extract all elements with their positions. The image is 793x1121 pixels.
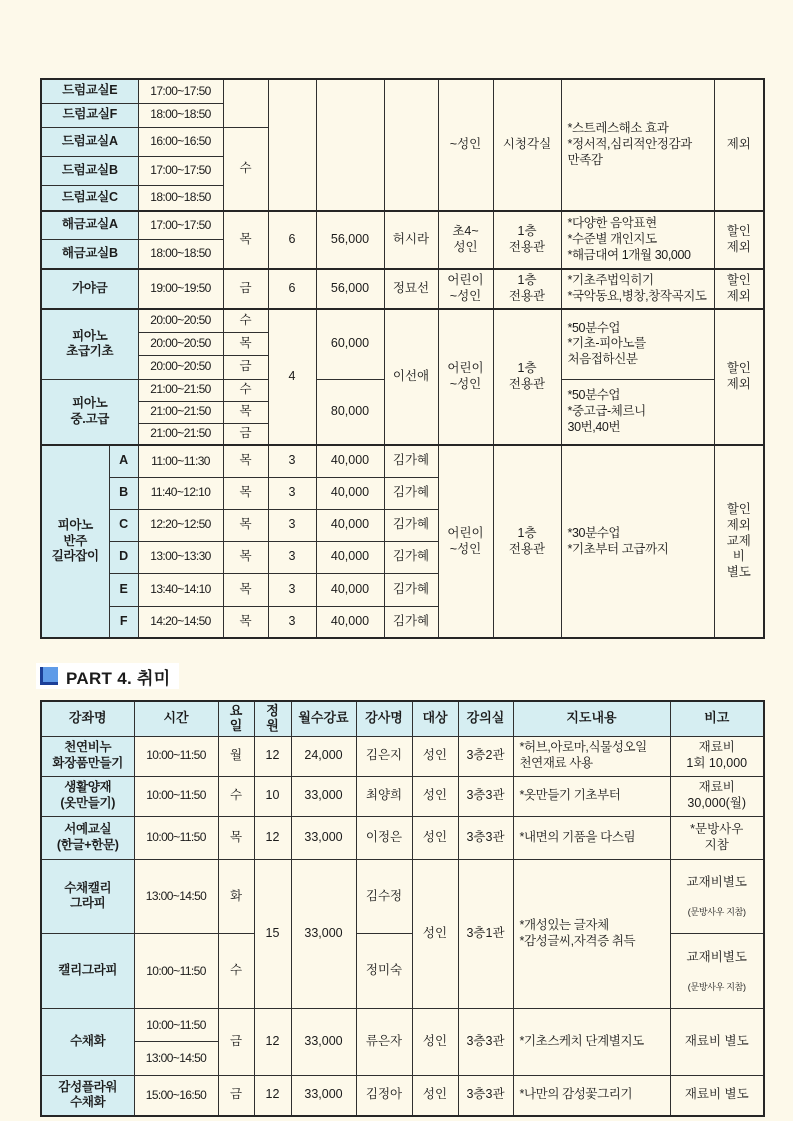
day-cell: 수 — [223, 127, 268, 211]
hobby-body — [41, 736, 764, 1116]
time-cell: 10:00~11:50 — [134, 736, 218, 776]
content-cell: *30분수업 *기초부터 고급까지 — [561, 445, 714, 638]
time-cell: 21:00~21:50 — [138, 379, 223, 401]
course-name-cell: 해금교실B — [41, 239, 138, 269]
target-cell: 초4~ 성인 — [438, 211, 493, 269]
class-letter-cell: B — [109, 477, 138, 509]
room-cell: 시청각실 — [493, 79, 561, 211]
course-name-cell: 드럼교실A — [41, 127, 138, 156]
square-bullet-icon — [40, 667, 58, 685]
time-cell: 10:00~11:50 — [134, 1009, 218, 1042]
day-cell: 목 — [223, 445, 268, 477]
day-cell: 금 — [223, 269, 268, 309]
time-cell: 11:00~11:30 — [138, 445, 223, 477]
day-cell: 목 — [223, 211, 268, 269]
time-cell: 10:00~11:50 — [134, 776, 218, 816]
time-cell: 21:00~21:50 — [138, 423, 223, 445]
header-day: 요 일 — [218, 701, 254, 736]
day-cell: 수 — [223, 309, 268, 332]
note-cell: 재료비 별도 — [670, 1009, 764, 1076]
day-cell: 금 — [223, 423, 268, 445]
time-cell: 13:00~14:50 — [134, 859, 218, 934]
fee-cell: 40,000 — [316, 606, 384, 638]
header-content: 지도내용 — [513, 701, 670, 736]
instructor-cell: 이정은 — [356, 816, 412, 859]
time-cell: 17:00~17:50 — [138, 156, 223, 185]
time-cell: 10:00~11:50 — [134, 934, 218, 1009]
day-cell: 목 — [223, 401, 268, 423]
day-cell: 월 — [218, 736, 254, 776]
fee-cell: 40,000 — [316, 477, 384, 509]
room-cell: 3층3관 — [458, 1009, 513, 1076]
note-cell: 할인 제외 교제 비 별도 — [714, 445, 764, 638]
piano-group — [41, 309, 764, 445]
capacity-cell: 3 — [268, 541, 316, 573]
course-name-cell: 캘리그라피 — [41, 934, 134, 1009]
content-cell: *50분수업 *기초-피아노를 처음접하신분 — [561, 309, 714, 379]
time-cell: 18:00~18:50 — [138, 185, 223, 211]
instructor-cell: 김정아 — [356, 1076, 412, 1116]
time-cell: 18:00~18:50 — [138, 239, 223, 269]
room-cell: 3층3관 — [458, 816, 513, 859]
room-cell: 3층1관 — [458, 859, 513, 1009]
day-cell: 목 — [223, 606, 268, 638]
header-note: 비고 — [670, 701, 764, 736]
capacity-cell: 12 — [254, 736, 291, 776]
fee-cell: 33,000 — [291, 1076, 356, 1116]
time-cell: 18:00~18:50 — [138, 103, 223, 127]
course-name-cell: 드럼교실C — [41, 185, 138, 211]
course-name-cell: 수채캘리 그라피 — [41, 859, 134, 934]
note-text: 교재비별도 — [686, 950, 747, 965]
day-cell: 금 — [223, 355, 268, 379]
target-cell: 성인 — [412, 1076, 458, 1116]
capacity-cell: 3 — [268, 573, 316, 606]
gayageum-group — [41, 269, 764, 309]
instructor-cell: 정묘선 — [384, 269, 438, 309]
header-course: 강좌명 — [41, 701, 134, 736]
room-cell: 3층2관 — [458, 736, 513, 776]
note-cell: 할인 제외 — [714, 309, 764, 445]
fee-cell: 56,000 — [316, 211, 384, 269]
room-cell: 1층 전용관 — [493, 309, 561, 445]
table-row — [41, 269, 764, 309]
instructor-cell: 최양희 — [356, 776, 412, 816]
fee-cell: 40,000 — [316, 509, 384, 541]
day-cell: 금 — [218, 1076, 254, 1116]
note-cell: 재료비 1회 10,000 — [670, 736, 764, 776]
header-target: 대상 — [412, 701, 458, 736]
section-heading — [36, 663, 179, 689]
room-cell: 3층3관 — [458, 776, 513, 816]
table-row — [41, 211, 764, 239]
target-cell: 성인 — [412, 816, 458, 859]
note-cell: 할인 제외 — [714, 269, 764, 309]
capacity-cell: 3 — [268, 606, 316, 638]
target-cell: 어린이 ~성인 — [438, 309, 493, 445]
fee-cell: 60,000 — [316, 309, 384, 379]
header-row — [41, 701, 764, 736]
table-row — [41, 1076, 764, 1116]
table-row — [41, 1009, 764, 1042]
header-time: 시간 — [134, 701, 218, 736]
course-name-cell: 피아노 반주 길라잡이 — [41, 445, 109, 638]
target-cell: 어린이 ~성인 — [438, 445, 493, 638]
day-cell: 수 — [218, 934, 254, 1009]
content-cell: *허브,아로마,식물성오일 천연재료 사용 — [513, 736, 670, 776]
table-row — [41, 736, 764, 776]
course-name-cell: 피아노 중.고급 — [41, 379, 138, 445]
fee-cell: 40,000 — [316, 573, 384, 606]
note-cell: 재료비 30,000(월) — [670, 776, 764, 816]
course-name-cell: 드럼교실F — [41, 103, 138, 127]
capacity-cell: 4 — [268, 309, 316, 445]
instructor-cell: 김가혜 — [384, 541, 438, 573]
hobby-course-table — [40, 700, 765, 1117]
content-cell: *50분수업 *중고급-체르니 30번,40번 — [561, 379, 714, 445]
fee-cell: 24,000 — [291, 736, 356, 776]
time-cell: 20:00~20:50 — [138, 355, 223, 379]
course-name-cell: 수채화 — [41, 1009, 134, 1076]
time-cell: 21:00~21:50 — [138, 401, 223, 423]
capacity-cell: 3 — [268, 509, 316, 541]
course-name-cell: 서예교실 (한글+한문) — [41, 816, 134, 859]
header-instructor: 강사명 — [356, 701, 412, 736]
capacity-cell: 6 — [268, 211, 316, 269]
course-name-cell: 천연비누 화장품만들기 — [41, 736, 134, 776]
target-cell: ~성인 — [438, 79, 493, 211]
instructor-cell: 이선애 — [384, 309, 438, 445]
day-cell: 목 — [223, 573, 268, 606]
room-cell: 1층 전용관 — [493, 445, 561, 638]
class-letter-cell: F — [109, 606, 138, 638]
day-cell: 목 — [223, 509, 268, 541]
day-cell: 목 — [223, 541, 268, 573]
time-cell: 19:00~19:50 — [138, 269, 223, 309]
class-letter-cell: E — [109, 573, 138, 606]
haegeum-group — [41, 211, 764, 269]
target-cell: 성인 — [412, 859, 458, 1009]
course-name-cell: 피아노 초급기초 — [41, 309, 138, 379]
content-cell: *나만의 감성꽃그리기 — [513, 1076, 670, 1116]
time-cell: 13:00~13:30 — [138, 541, 223, 573]
course-name-cell: 드럼교실E — [41, 79, 138, 103]
note-cell: 재료비 별도 — [670, 1076, 764, 1116]
fee-cell: 33,000 — [291, 776, 356, 816]
header-capacity: 정 원 — [254, 701, 291, 736]
day-cell: 목 — [223, 477, 268, 509]
day-cell: 목 — [218, 816, 254, 859]
day-cell: 금 — [218, 1009, 254, 1076]
room-cell: 1층 전용관 — [493, 269, 561, 309]
time-cell: 14:20~14:50 — [138, 606, 223, 638]
time-cell: 12:20~12:50 — [138, 509, 223, 541]
drum-group — [41, 79, 764, 211]
course-name-cell: 가야금 — [41, 269, 138, 309]
table-row — [41, 79, 764, 103]
capacity-cell: 12 — [254, 1076, 291, 1116]
fee-cell: 33,000 — [291, 859, 356, 1009]
table-header — [41, 701, 764, 736]
fee-cell: 40,000 — [316, 541, 384, 573]
note-cell: *문방사우 지참 — [670, 816, 764, 859]
class-letter-cell: D — [109, 541, 138, 573]
capacity-cell: 12 — [254, 1009, 291, 1076]
note-cell: 할인 제외 — [714, 211, 764, 269]
note-cell — [670, 859, 764, 934]
header-room: 강의실 — [458, 701, 513, 736]
content-cell: *다양한 음악표현 *수준별 개인지도 *해금대여 1개월 30,000 — [561, 211, 714, 269]
time-cell: 10:00~11:50 — [134, 816, 218, 859]
fee-cell: 80,000 — [316, 379, 384, 445]
table-row — [41, 309, 764, 332]
course-name-cell: 해금교실A — [41, 211, 138, 239]
instructor-cell: 김수정 — [356, 859, 412, 934]
fee-cell: 40,000 — [316, 445, 384, 477]
day-cell: 수 — [223, 379, 268, 401]
section-title: PART 4. 취미 — [66, 668, 171, 688]
fee-cell: 33,000 — [291, 1009, 356, 1076]
capacity-cell: 12 — [254, 816, 291, 859]
time-cell: 16:00~16:50 — [138, 127, 223, 156]
target-cell: 성인 — [412, 1009, 458, 1076]
instructor-cell: 김은지 — [356, 736, 412, 776]
instructor-cell: 허시라 — [384, 211, 438, 269]
content-cell: *개성있는 글자체 *감성글씨,자격증 취득 — [513, 859, 670, 1009]
content-cell: *내면의 기품을 다스림 — [513, 816, 670, 859]
room-cell: 1층 전용관 — [493, 211, 561, 269]
capacity-cell: 10 — [254, 776, 291, 816]
instructor-cell: 김가혜 — [384, 445, 438, 477]
day-cell: 화 — [218, 859, 254, 934]
instructor-cell: 김가혜 — [384, 606, 438, 638]
time-cell: 13:00~14:50 — [134, 1042, 218, 1076]
table-row — [41, 859, 764, 934]
instructor-cell: 김가혜 — [384, 477, 438, 509]
content-cell: *옷만들기 기초부터 — [513, 776, 670, 816]
music-course-table — [40, 78, 765, 639]
fee-cell: 56,000 — [316, 269, 384, 309]
time-cell: 20:00~20:50 — [138, 332, 223, 355]
target-cell: 어린이 ~성인 — [438, 269, 493, 309]
instructor-cell: 김가혜 — [384, 509, 438, 541]
class-letter-cell: C — [109, 509, 138, 541]
instructor-cell: 정미숙 — [356, 934, 412, 1009]
accompaniment-group — [41, 445, 764, 638]
instructor-cell: 김가혜 — [384, 573, 438, 606]
table-row — [41, 776, 764, 816]
note-subtext: (문방사우 지참) — [687, 981, 746, 992]
time-cell: 20:00~20:50 — [138, 309, 223, 332]
time-cell: 15:00~16:50 — [134, 1076, 218, 1116]
course-name-cell: 생활양재 (옷만들기) — [41, 776, 134, 816]
table-row — [41, 816, 764, 859]
content-cell: *기초주법익히기 *국악동요,병창,창작곡지도 — [561, 269, 714, 309]
time-cell: 13:40~14:10 — [138, 573, 223, 606]
capacity-cell: 3 — [268, 477, 316, 509]
header-fee: 월수강료 — [291, 701, 356, 736]
capacity-cell: 15 — [254, 859, 291, 1009]
note-subtext: (문방사우 지참) — [687, 906, 746, 917]
fee-cell: 33,000 — [291, 816, 356, 859]
course-name-cell: 감성플라워 수채화 — [41, 1076, 134, 1116]
content-cell: *기초스케치 단계별지도 — [513, 1009, 670, 1076]
time-cell: 11:40~12:10 — [138, 477, 223, 509]
note-cell — [670, 934, 764, 1009]
course-name-cell: 드럼교실B — [41, 156, 138, 185]
class-letter-cell: A — [109, 445, 138, 477]
day-cell-empty — [223, 79, 268, 127]
target-cell: 성인 — [412, 736, 458, 776]
content-cell: *스트레스해소 효과 *정서적,심리적안정감과 만족감 — [561, 79, 714, 211]
instructor-cell-empty — [384, 79, 438, 211]
room-cell: 3층3관 — [458, 1076, 513, 1116]
note-cell: 제외 — [714, 79, 764, 211]
instructor-cell: 류은자 — [356, 1009, 412, 1076]
time-cell: 17:00~17:50 — [138, 79, 223, 103]
capacity-cell-empty — [268, 79, 316, 211]
fee-cell-empty — [316, 79, 384, 211]
day-cell: 수 — [218, 776, 254, 816]
note-text: 교재비별도 — [686, 875, 747, 890]
table-row — [41, 445, 764, 477]
capacity-cell: 6 — [268, 269, 316, 309]
day-cell: 목 — [223, 332, 268, 355]
target-cell: 성인 — [412, 776, 458, 816]
capacity-cell: 3 — [268, 445, 316, 477]
time-cell: 17:00~17:50 — [138, 211, 223, 239]
